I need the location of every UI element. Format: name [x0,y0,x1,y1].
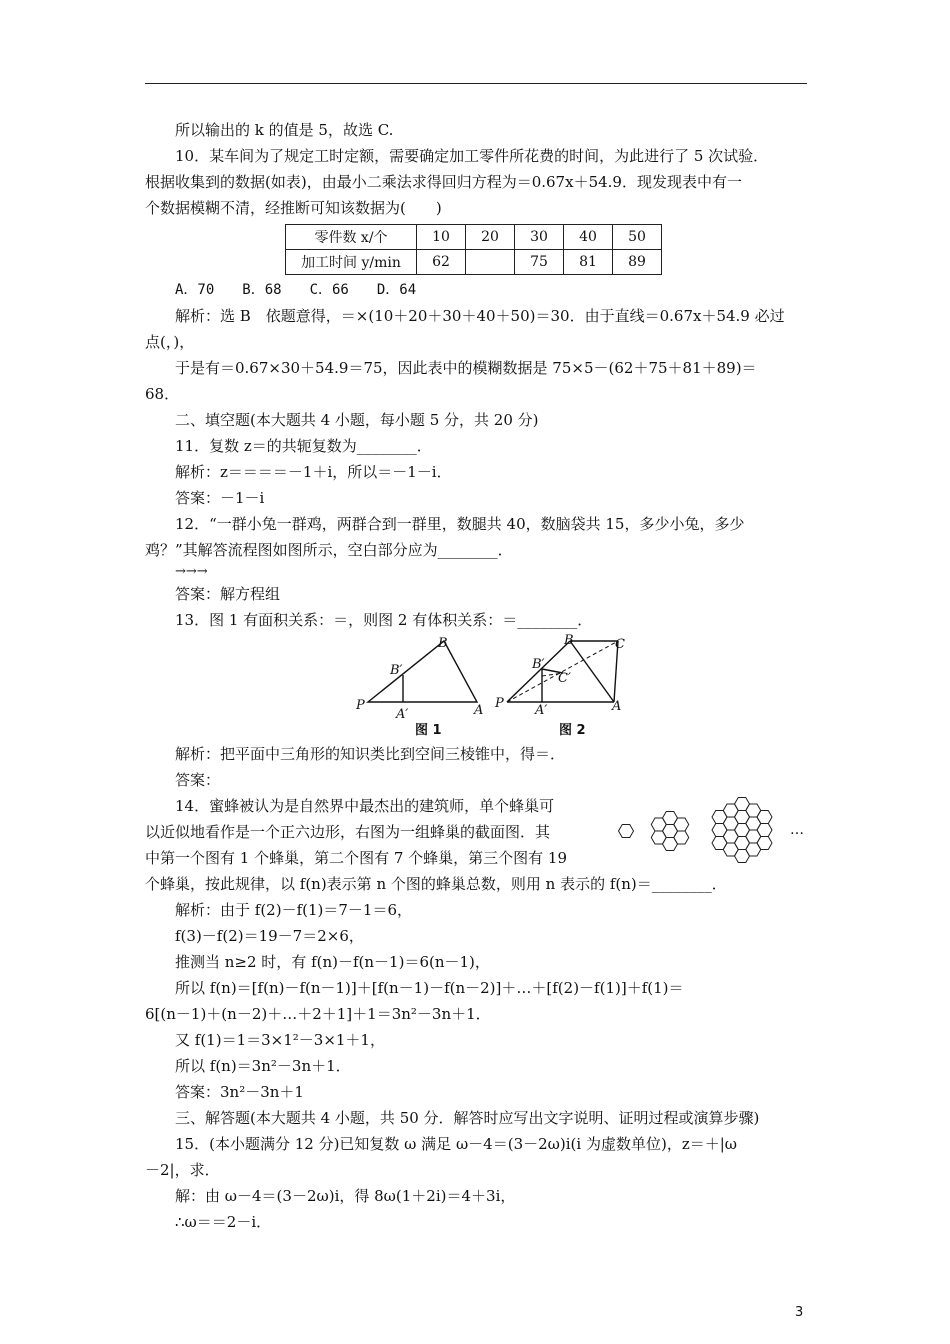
text-line: 个数据模糊不清，经推断可知该数据为( ) [145,199,442,217]
text-line: 根据收集到的数据(如表)，由最小二乘法求得回归方程为＝0.67x＋54.9．现发现表中有一 [145,173,742,191]
text-line: 所以 f(n)＝[f(n)－f(n－1)]＋[f(n－1)－f(n－2)]＋…＋[f(2)－f(1)]＋f(1)＝ [175,979,684,997]
label-A-prime: A′ [396,707,409,722]
table-cell: 40 [564,225,613,250]
label-C-prime: C′ [558,671,571,686]
label-B-prime: B′ [532,657,545,672]
text-line: f(3)－f(2)＝19－7＝2×6， [175,927,364,945]
table-row [286,225,662,250]
text-line: 解析：把平面中三角形的知识类比到空间三棱锥中，得＝． [175,745,566,763]
label-B: B [564,633,574,648]
text-line: 于是有＝0.67×30＋54.9＝75，因此表中的模糊数据是 75×5－(62＋75＋81＋89)＝ [175,359,757,377]
question-13: 13．图 1 有面积关系：＝，则图 2 有体积关系：＝________． [175,611,593,629]
text-line: 解析：选 B 依题意得，＝×(10＋20＋30＋40＋50)＝30．由于直线＝0.67x＋54.9 必过 [175,307,785,325]
text-line: 所以 f(n)＝3n²－3n＋1． [175,1057,351,1075]
question-11: 11．复数 z＝的共轭复数为________． [175,437,432,455]
table-header-cell: 零件数 x/个 [286,225,417,250]
table-cell: 62 [417,250,466,275]
table-row [286,250,662,275]
header-rule [145,83,807,84]
table-cell [466,250,515,275]
label-A-prime: A′ [535,703,548,718]
text-line: 点(，)， [145,333,195,351]
label-B: B [438,636,448,651]
text-line: 以近似地看作是一个正六边形，右图为一组蜂巢的截面图．其 [145,823,551,841]
text-line: 所以输出的 k 的值是 5，故选 C. [175,121,394,139]
text-line: 个蜂巢，按此规律，以 f(n)表示第 n 个图的蜂巢总数，则用 n 表示的 f(n)＝________． [145,875,727,893]
honeycomb-cell [674,831,689,844]
text-line: －2|，求． [145,1161,220,1179]
page-number: 3 [795,1305,804,1320]
data-table [285,224,662,275]
text-line: 解：由 ω－4＝(3－2ω)i，得 8ω(1＋2i)＝4＋3i， [175,1187,516,1205]
question-12: 12．“一群小兔一群鸡，两群合到一群里，数腿共 40，数脑袋共 15，多少小兔，多少 [175,515,745,533]
honeycomb-cell [757,824,772,837]
fig2-caption: 图 2 [559,723,586,738]
text-line: 答案：－1－i [175,489,265,507]
label-P: P [356,698,365,713]
label-A: A [474,703,484,718]
label-C: C [615,637,625,652]
flowchart-arrows: →→→ [175,564,208,579]
table-cell: 10 [417,225,466,250]
honeycomb-figure [612,793,810,865]
honeycomb-cell [757,811,772,824]
table-cell: 30 [515,225,564,250]
question-10: 10．某车间为了规定工时定额，需要确定加工零件所花费的时间，为此进行了 5 次试验． [175,147,769,165]
honeycomb-cell [619,825,634,838]
question-15: 15．(本小题满分 12 分)已知复数 ω 满足 ω－4＝(3－2ω)i(i 为虚数单位)，z＝＋|ω [175,1135,738,1153]
text-line: 中第一个图有 1 个蜂巢，第二个图有 7 个蜂巢，第三个图有 19 [145,849,568,867]
text-line: ∴ω＝＝2－i． [175,1213,272,1231]
ellipsis: … [790,822,804,838]
question-14: 14．蜜蜂被认为是自然界中最杰出的建筑师，单个蜂巢可 [175,797,555,815]
text-line: 答案：3n²－3n＋1 [175,1083,304,1101]
text-line: 答案： [175,771,221,789]
table-cell: 75 [515,250,564,275]
answer-options: A．70 B．68 C．66 D．64 [175,282,417,298]
table-cell: 50 [613,225,662,250]
figure-13 [352,632,642,740]
label-B-prime: B′ [390,663,403,678]
table-cell: 89 [613,250,662,275]
honeycomb-cell [674,818,689,831]
honeycomb-cell [757,837,772,850]
table-header-cell: 加工时间 y/min [286,250,417,275]
text-line: 6[(n－1)＋(n－2)＋…＋2＋1]＋1＝3n²－3n＋1． [145,1005,491,1023]
label-A: A [612,699,622,714]
text-line: 鸡？”其解答流程图如图所示，空白部分应为________． [145,541,513,559]
table-cell: 20 [466,225,515,250]
text-line: 又 f(1)＝1＝3×1²－3×1＋1， [175,1031,385,1049]
fig1-triangle [368,641,477,702]
text-line: 解析：z＝＝＝＝－1＋i，所以＝－1－i． [175,463,452,481]
text-line: 解析：由于 f(2)－f(1)＝7－1＝6， [175,901,412,919]
section-heading: 二、填空题(本大题共 4 小题，每小题 5 分，共 20 分) [175,411,539,429]
fig1-caption: 图 1 [415,723,442,738]
label-P: P [495,696,504,711]
section-heading: 三、解答题(本大题共 4 小题，共 50 分．解答时应写出文字说明、证明过程或演算步骤) [175,1109,760,1127]
text-line: 68． [145,385,180,403]
table-cell: 81 [564,250,613,275]
text-line: 答案：解方程组 [175,585,281,603]
text-line: 推测当 n≥2 时，有 f(n)－f(n－1)＝6(n－1)， [175,953,490,971]
